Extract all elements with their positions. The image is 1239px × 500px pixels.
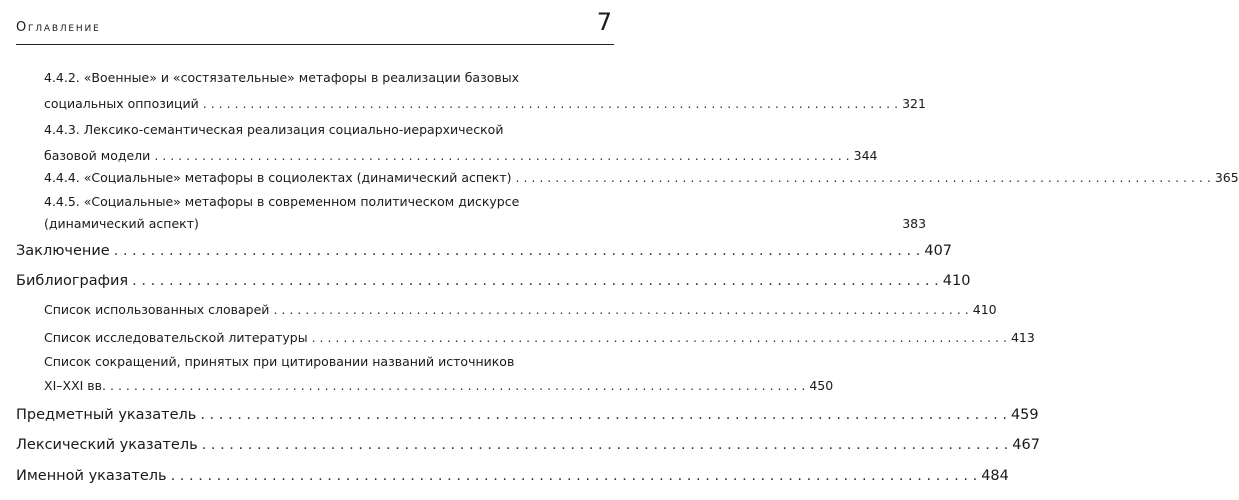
leader-dots: [516, 170, 1211, 185]
toc-entry-4-4-4-text: 4.4.4. «Социальные» метафоры в социолектах (динамический аспект): [44, 170, 512, 185]
leader-dots: [132, 273, 939, 289]
toc-entry-bibliography[interactable]: [16, 273, 971, 289]
toc-page-number: 383: [902, 216, 927, 231]
toc-page-number: 413: [1010, 330, 1035, 345]
toc-entry-abbreviations-line1: Список сокращений, принятых при цитировании названий источников: [44, 354, 515, 369]
toc-entry-4-4-3-line1: 4.4.3. Лексико-семантическая реализация социально-иерархической: [44, 122, 504, 137]
toc-entry-lexical-index[interactable]: [16, 437, 1040, 453]
toc-entry-4-4-5-line2: (динамический аспект): [44, 216, 199, 231]
leader-dots: [202, 437, 1009, 453]
toc-page-number: 365: [1214, 170, 1239, 185]
toc-page-number: 410: [972, 302, 997, 317]
leader-dots: [110, 378, 805, 393]
toc-entry-4-4-3-line2: базовой модели: [44, 148, 151, 163]
toc-entry-subject-index-text: Предметный указатель: [16, 407, 197, 423]
leader-dots: [200, 407, 1007, 423]
toc-page-number: 459: [1010, 407, 1039, 423]
toc-entry-lexical-index-text: Лексический указатель: [16, 437, 198, 453]
toc-entry-dictionaries-text: Список использованных словарей: [44, 302, 270, 317]
toc-page-number: 410: [942, 273, 971, 289]
leader-dots: [154, 148, 849, 163]
toc-entry-conclusion-text: Заключение: [16, 243, 110, 259]
page-number: 7: [596, 8, 612, 36]
toc-entry-4-4-2-line1: 4.4.2. «Военные» и «состязательные» метафоры в реализации базовых: [44, 70, 520, 85]
toc-entry-4-4-4[interactable]: [44, 170, 1239, 185]
toc-entry-4-4-5-line1: 4.4.5. «Социальные» метафоры в современном политическом дискурсе: [44, 194, 520, 209]
toc-entry-bibliography-text: Библиография: [16, 273, 129, 289]
toc-entry-name-index[interactable]: [16, 468, 1009, 484]
toc-entry-conclusion[interactable]: [16, 243, 953, 259]
leader-dots: [312, 330, 1007, 345]
toc-page-number: 484: [981, 468, 1009, 484]
toc-page-number: 450: [809, 378, 834, 393]
leader-dots: [171, 468, 978, 484]
toc-page-number: 407: [924, 243, 953, 259]
toc-entry-4-4-5[interactable]: [44, 216, 927, 231]
leader-dots: [273, 302, 968, 317]
toc-page-number: 467: [1012, 437, 1040, 453]
toc-entry-literature-text: Список исследовательской литературы: [44, 330, 308, 345]
toc-entry-abbreviations[interactable]: [44, 378, 834, 393]
toc-entry-dictionaries[interactable]: [44, 302, 997, 317]
toc-entry-4-4-2-line2: социальных оппозиций: [44, 96, 199, 111]
toc-entry-4-4-3[interactable]: [44, 148, 878, 163]
toc-entry-4-4-2[interactable]: [44, 96, 926, 111]
toc-entry-name-index-text: Именной указатель: [16, 468, 167, 484]
toc-page-number: 344: [853, 148, 878, 163]
leader-dots: [114, 243, 921, 259]
toc-entry-subject-index[interactable]: [16, 407, 1039, 423]
leader-dots: [203, 96, 898, 111]
toc-page-number: 321: [902, 96, 926, 111]
running-header-title: Оглавление: [16, 20, 101, 35]
toc-entry-literature[interactable]: [44, 330, 1035, 345]
toc-entry-abbreviations-line2: XI–XXI вв.: [44, 378, 106, 393]
